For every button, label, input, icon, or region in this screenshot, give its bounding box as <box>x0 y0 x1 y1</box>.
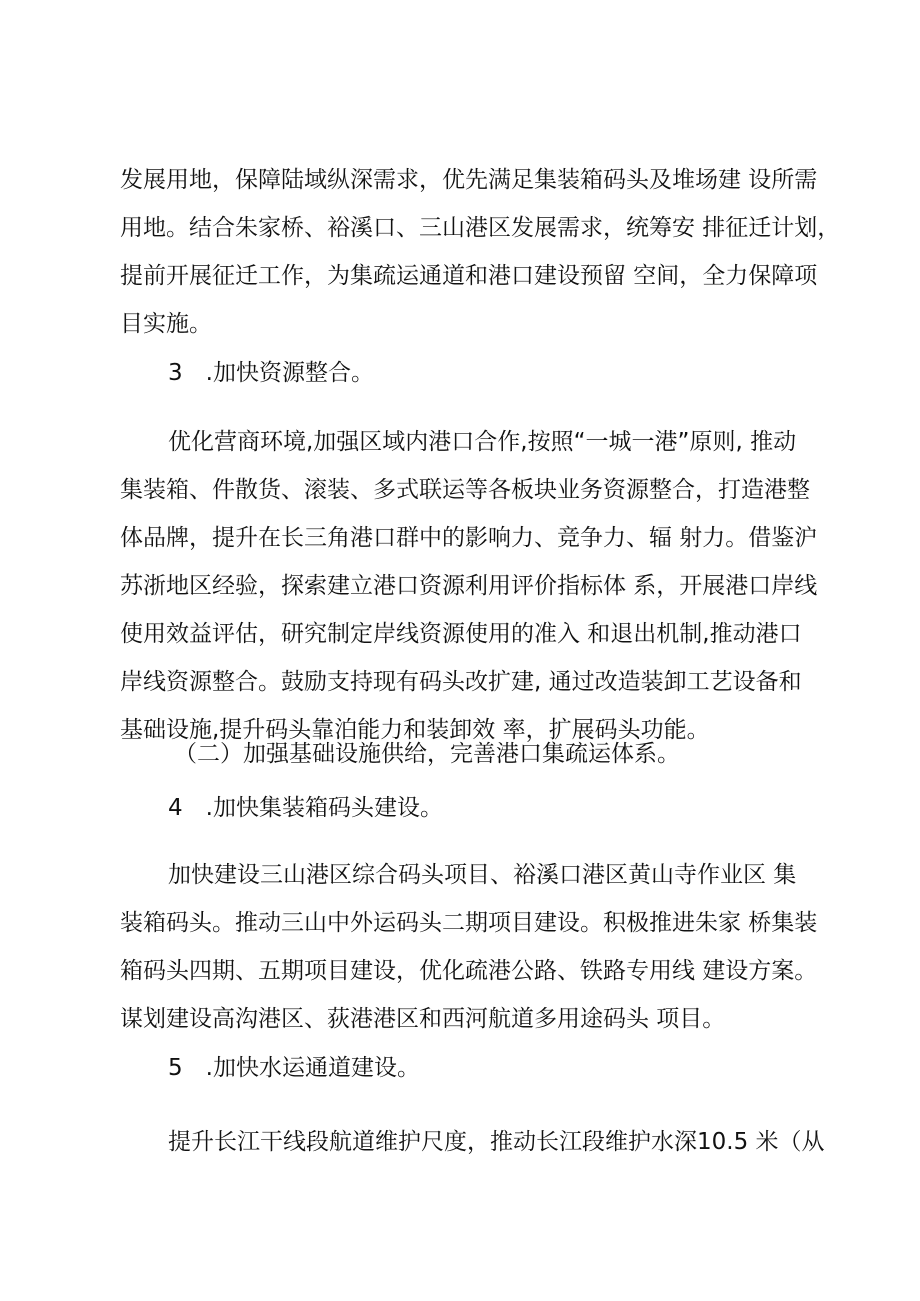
text-line: 提升长江干线段航道维护尺度，推动长江段维护水深10.5 米（从 <box>168 1129 825 1155</box>
text-line: 基础设施,提升码头靠泊能力和装卸效 率，扩展码头功能。 <box>120 717 710 743</box>
text-line: 装箱码头。推动三山中外运码头二期项目建设。积极推进朱家 桥集装 <box>120 910 818 936</box>
text-line: 苏浙地区经验，探索建立港口资源利用评价指标体 系，开展港口岸线 <box>120 573 818 599</box>
text-line: 谋划建设高沟港区、荻港港区和西河航道多用途码头 项目。 <box>120 1006 726 1032</box>
text-line: 用地。结合朱家桥、裕溪口、三山港区发展需求，统筹安 排征迁计划， <box>120 215 841 241</box>
text-line: 岸线资源整合。鼓励支持现有码头改扩建, 通过改造装卸工艺设备和 <box>120 669 802 695</box>
text-line: 发展用地，保障陆域纵深需求，优先满足集装箱码头及堆场建 设所需 <box>120 167 818 193</box>
text-line: 体品牌，提升在长三角港口群中的影响力、竞争力、辐 射力。借鉴沪 <box>120 525 818 551</box>
text-line: 目实施。 <box>120 311 212 337</box>
section-heading-2: （二）加强基础设施供给，完善港口集疏运体系。 <box>174 741 680 767</box>
heading-item-4: 4 .加快集装箱码头建设。 <box>168 795 443 821</box>
paragraph-container-terminal <box>120 851 820 1043</box>
text-line: 提前开展征迁工作，为集疏运通道和港口建设预留 空间，全力保障项 <box>120 263 818 289</box>
heading-item-5: 5 .加快水运通道建设。 <box>168 1055 420 1081</box>
heading-item-3: 3 .加快资源整合。 <box>168 360 374 386</box>
paragraph-waterway <box>120 1118 825 1166</box>
paragraph-land-use <box>120 156 841 348</box>
paragraph-resource-integration <box>120 418 820 754</box>
text-line: 加快建设三山港区综合码头项目、裕溪口港区黄山寺作业区 集 <box>168 862 797 888</box>
text-line: 箱码头四期、五期项目建设，优化疏港公路、铁路专用线 建设方案。 <box>120 958 818 984</box>
text-line: 集装箱、件散货、滚装、多式联运等各板块业务资源整合，打造港整 <box>120 477 810 503</box>
text-line: 使用效益评估，研究制定岸线资源使用的准入 和退出机制,推动港口 <box>120 621 802 647</box>
text-line: 优化营商环境,加强区域内港口合作,按照“一城一港”原则, 推动 <box>168 429 797 455</box>
